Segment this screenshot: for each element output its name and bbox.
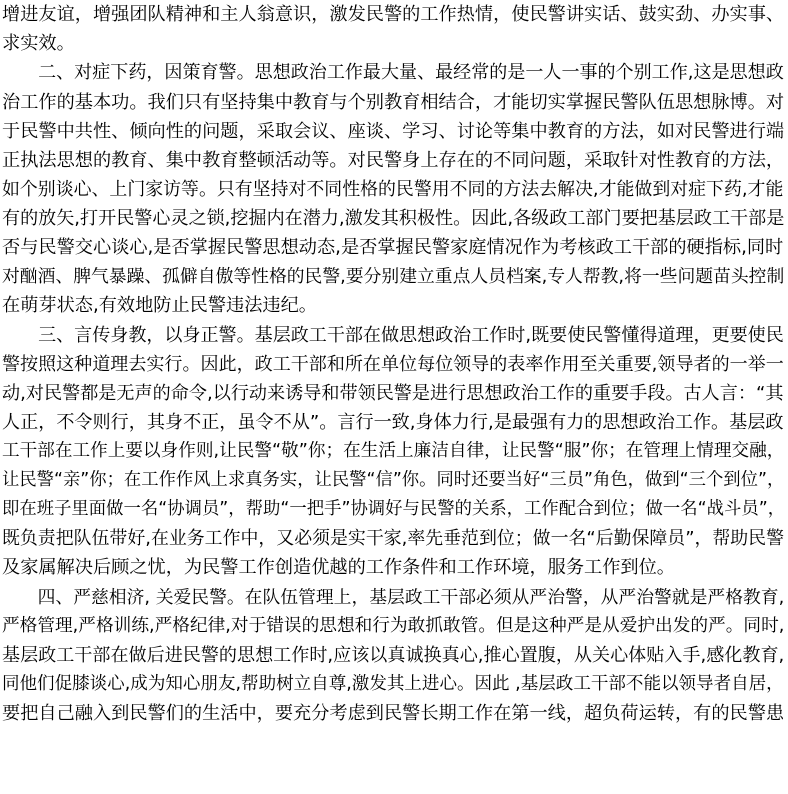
text-line: 及家属解决后顾之忧，为民警工作创造优越的工作条件和工作环境，服务工作到位。 — [2, 557, 675, 578]
text-line: 在萌芽状态,有效地防止民警违法违纪。 — [2, 295, 317, 316]
text-line: 严格管理,严格训练,严格纪律,对于错误的思想和行为敢抓敢管。但是这种严是从爱护出发的严。同时, — [2, 616, 785, 636]
text-line: 警按照这种道理去实行。因此，政工干部和所在单位每位领导的表率作用至关重要,领导者的一举一 — [2, 354, 784, 375]
text-line: 求实效。 — [2, 33, 75, 54]
text-line: 同他们促膝谈心,成为知心朋友,帮助树立自尊,激发其上进心。因此 ,基层政工干部不能以领导者自居， — [2, 674, 784, 694]
text-line: 三、言传身教，以身正警。基层政工干部在做思想政治工作时,既要使民警懂得道理，更要使民 — [2, 325, 784, 346]
text-line: 人正，不令则行，其身不正，虽令不从”。言行一致,身体力行,是最强有力的思想政治工作。基层政 — [2, 412, 784, 433]
text-line: 二、对症下药，因策育警。思想政治工作最大量、最经常的是一人一事的个别工作,这是思想政 — [2, 62, 784, 83]
text-line: 工干部在工作上要以身作则,让民警“敬”你；在生活上廉洁自律，让民警“服”你；在管理上情理交融， — [2, 441, 785, 461]
text-line: 让民警“亲”你；在工作作风上求真务实，让民警“信”你。同时还要当好“三员”角色，做到“三个到位”， — [2, 470, 785, 490]
text-line: 即在班子里面做一名“协调员”，帮助“一把手”协调好与民警的关系，工作配合到位；做一名“战斗员”， — [2, 499, 786, 519]
text-line: 否与民警交心谈心,是否掌握民警思想动态,是否掌握民警家庭情况作为考核政工干部的硬指标,同时 — [2, 237, 784, 258]
text-line: 如个别谈心、上门家访等。只有坚持对不同性格的民警用不同的方法去解决,才能做到对症下药,才能 — [2, 179, 784, 200]
text-line: 对酗酒、脾气暴躁、孤僻自傲等性格的民警,要分别建立重点人员档案,专人帮教,将一些问题苗头控制 — [2, 266, 785, 287]
text-line: 治工作的基本功。我们只有坚持集中教育与个别教育相结合，才能切实掌握民警队伍思想脉博。对 — [2, 92, 785, 113]
text-line: 于民警中共性、倾向性的问题，采取会议、座谈、学习、讨论等集中教育的方法，如对民警进行端 — [2, 121, 785, 142]
document-page — [2, 0, 786, 794]
text-line: 基层政工干部在做后进民警的思想工作时,应该以真诚换真心,推心置腹，从关心体贴入手,感化教育, — [2, 645, 785, 666]
text-line: 增进友谊，增强团队精神和主人翁意识，激发民警的工作热情，使民警讲实话、鼓实劲、办实事、 — [2, 4, 785, 25]
text-line: 既负责把队伍带好,在业务工作中，又必须是实干家,率先垂范到位；做一名“后勤保障员”，帮助民警 — [2, 528, 784, 549]
text-line: 有的放矢,打开民警心灵之锁,挖掘内在潜力,激发其积极性。因此,各级政工部门要把基层政工干部是 — [2, 208, 785, 229]
text-line: 动,对民警都是无声的命令,以行动来诱导和带领民警是进行思想政治工作的重要手段。古人言：“其 — [2, 383, 784, 404]
text-line: 四、严慈相济, 关爱民警。在队伍管理上，基层政工干部必须从严治警，从严治警就是严格教育, — [2, 587, 785, 608]
text-line: 正执法思想的教育、集中教育整顿活动等。对民警身上存在的不同问题，采取针对性教育的方法， — [2, 150, 785, 171]
text-line: 要把自己融入到民警们的生活中，要充分考虑到民警长期工作在第一线，超负荷运转，有的民警患 — [2, 703, 785, 724]
